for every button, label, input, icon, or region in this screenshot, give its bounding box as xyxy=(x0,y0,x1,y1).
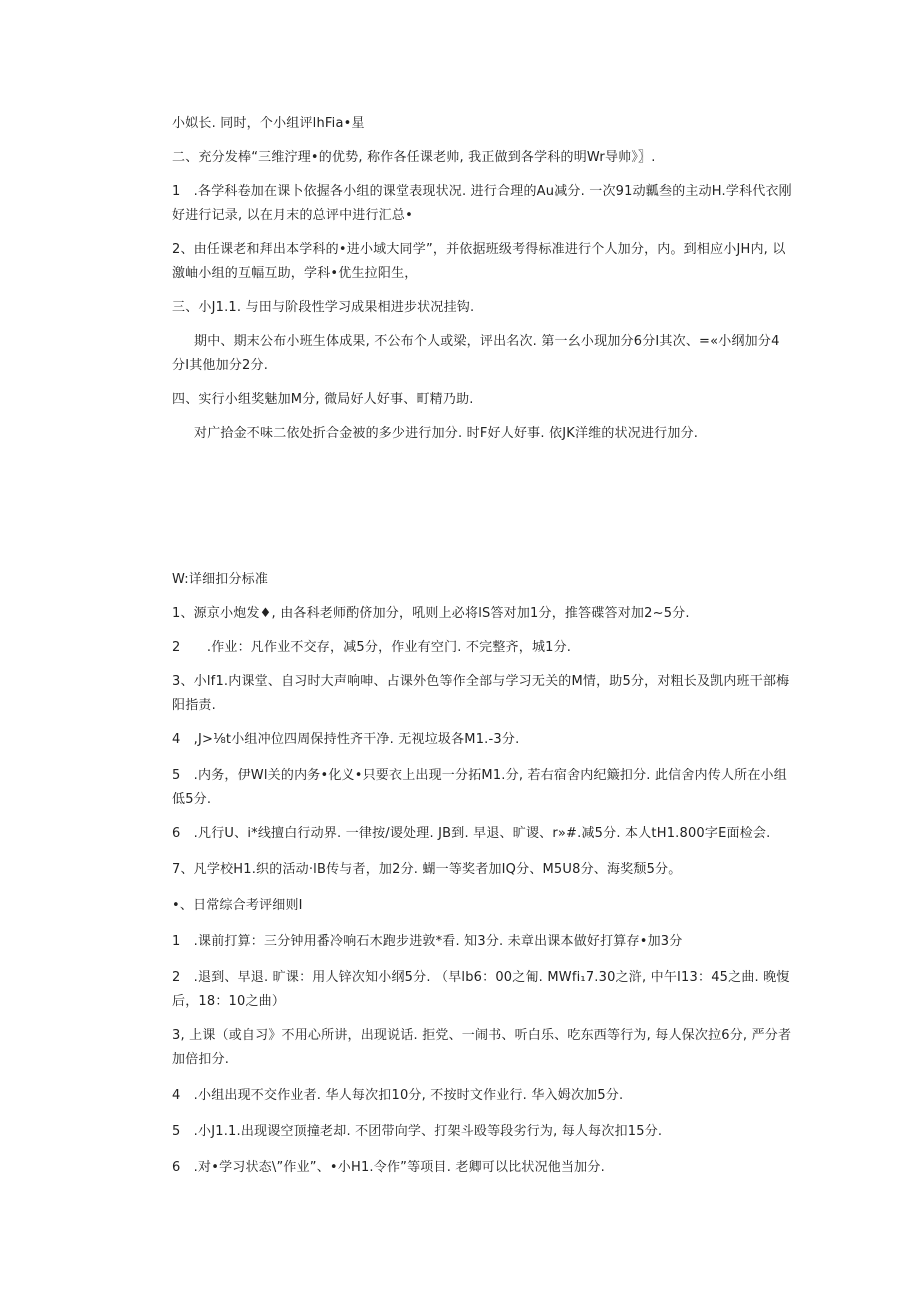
paragraph-good-deeds: 对广拾金不味二依处折合金被的多少进行加分. 时F好人好事. 依JK洋维的状况进行加分. xyxy=(194,426,699,441)
daily-item-5: 5 .小J1.1.出现谡空顶撞老却. 不团带向学、打架斗殴等段劣行为, 每人每次扣15分. xyxy=(172,1124,663,1139)
paragraph-item-2: 2、由任课老和拜出本学科的•进小域大同学”，并依据班级考得标准进行个人加分，内。到相应小JH内, 以激岫小组的互幅互助，学科•优生拉阳生， xyxy=(172,242,786,281)
deduction-item-5: 5 .内务，伊Wl关的内务•化义•只要衣上出现一分拓M1.分, 若右宿舍内纪簸扣分. 此信舍内传人所在小组低5分. xyxy=(172,768,787,807)
section-heading-4: 四、实行小组奖魅加M分, 微局好人好事、町精乃助. xyxy=(172,392,474,407)
deduction-item-6: 6 .凡行U、i*线擅白行动界. 一律按/谡处理. JB到. 早退、旷谡、r»#.减5分. 本人tH1.800字E面检会. xyxy=(172,826,771,841)
deduction-item-4: 4 ,J>⅛t小组冲位四周保持性齐干净. 无视垃圾各M1.-3分. xyxy=(172,732,520,747)
paragraph-item-1: 1 .各学科卷加在课卜依握各小组的课堂表现状况. 进行合理的Au减分. 一次91动瓤叁的主动H.学科代衣刚好进行记录, 以在月末的总评中进行汇总• xyxy=(172,184,792,223)
deduction-item-2: 2 .作业：凡作业不交存，减5分，作业有空门. 不完整齐，城1分. xyxy=(172,640,572,655)
section-heading-daily: •、日常综合考评细则I xyxy=(172,898,303,913)
daily-item-6: 6 .对•学习状态\”作业”、•小H1.令作”等项目. 老卿可以比状况他当加分. xyxy=(172,1160,605,1175)
paragraph-ranking: 期中、期末公布小班生体成果, 不公布个人或梁，评出名次. 第一幺小现加分6分I其次、=«小纲加分4分I其他加分2分. xyxy=(172,334,780,373)
paragraph-intro-line: 小姒长. 同时，个小组评lhFia•星 xyxy=(172,116,365,131)
daily-item-3: 3, 上课（或自习》不用心所讲，出现说话. 拒党、一闹书、听白乐、吃东西等行为, 每人保次拉6分, 严分者加倍扣分. xyxy=(172,1028,792,1067)
deduction-item-7: 7、凡学校H1.织的活动·lB传与者，加2分. 蝴一等奖者加IQ分、M5U8分、海奖颓5分。 xyxy=(172,862,682,877)
section-heading-2: 二、充分发棒“三维泞理•的优势, 称作各任课老帅, 我正做到各学科的明Wr导帅》〗. xyxy=(172,150,656,165)
daily-item-1: 1 .课前打算：三分钟用番冷响石木跑步进敦*看. 知3分. 未章出课本做好打算存•加3分 xyxy=(172,934,683,949)
deduction-item-1: 1、源京小炮发♦, 由各科老师酌侪加分，吼则上必将lS答对加1分，推答碟答对加2~5分. xyxy=(172,606,690,621)
section-heading-deduction: W:详细扣分标准 xyxy=(172,572,269,587)
daily-item-2: 2 .退到、早退. 旷课：用人锌次知小纲5分. （早lb6：00之匍. MWfi₁7.30之浒, 中午I13：45之曲. 晚愎后，18：10之曲） xyxy=(172,970,790,1009)
section-heading-3: 三、小J1.1. 与田与阶段性学习成果相进步状况挂钩. xyxy=(172,300,475,315)
daily-item-4: 4 .小组出现不交作业者. 华人每次扣10分, 不按时文作业行. 华入姆次加5分. xyxy=(172,1088,624,1103)
deduction-item-3: 3、小lf1.内课堂、自习时大声响呻、占课外色等作全部与学习无关的M情，助5分，对粗长及凯内班干部梅阳指责. xyxy=(172,674,790,713)
